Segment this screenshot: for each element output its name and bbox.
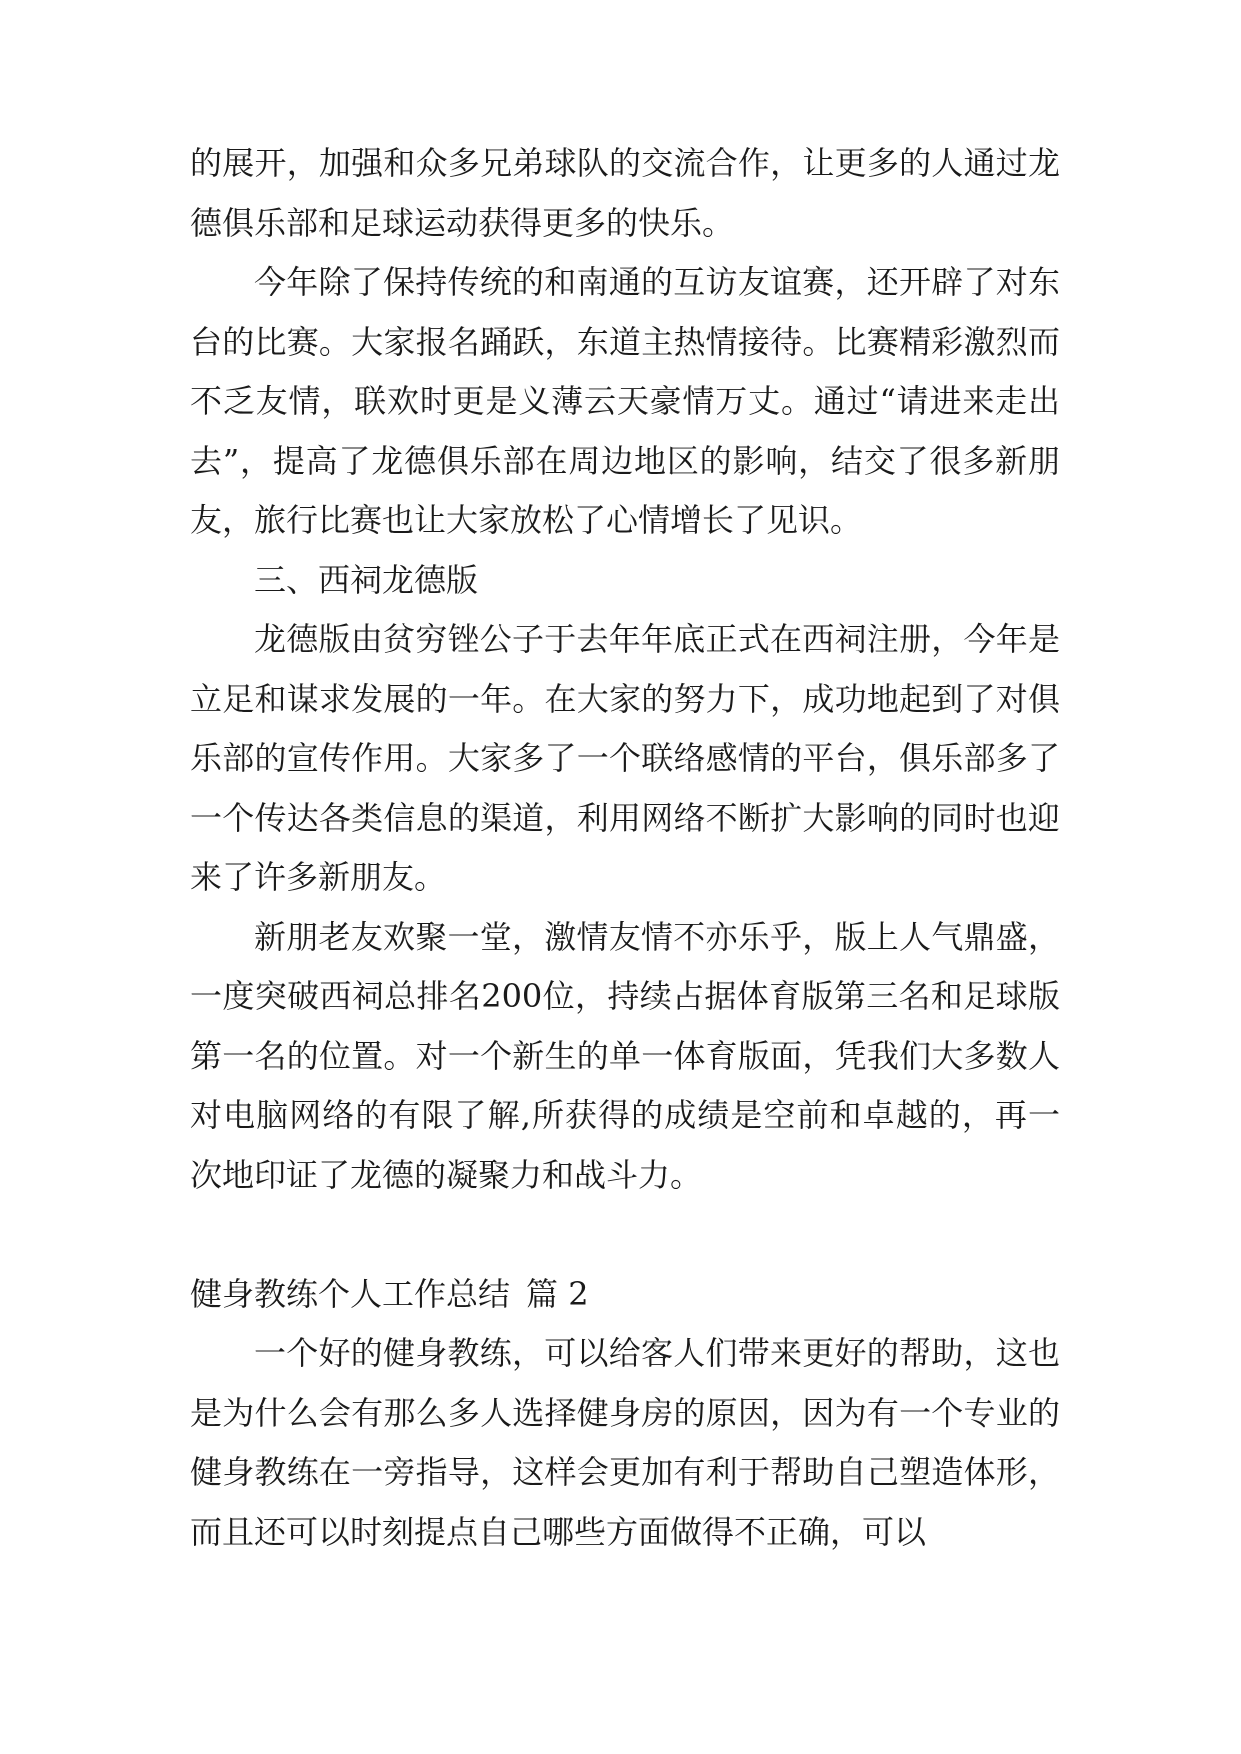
subheading: 三、西祠龙德版	[254, 560, 479, 599]
section-title-text: 健身教练个人工作总结	[190, 1274, 511, 1313]
document-page	[190, 134, 1060, 1562]
paragraph: 一个好的健身教练，可以给客人们带来更好的帮助，这也是为什么会有那么多人选择健身房的原因，因为有一个专业的健身教练在一旁指导，这样会更加有利于帮助自己塑造体形，而且还可以时刻提点自己哪些方面做得不正确，可以	[190, 1334, 1060, 1551]
paragraph: 的展开，加强和众多兄弟球队的交流合作，让更多的人通过龙德俱乐部和足球运动获得更多的快乐。	[190, 144, 1060, 242]
section-part-label: 篇 2	[526, 1274, 589, 1313]
paragraph: 龙德版由贫穷锉公子于去年年底正式在西祠注册，今年是立足和谋求发展的一年。在大家的努力下，成功地起到了对俱乐部的宣传作用。大家多了一个联络感情的平台，俱乐部多了一个传达各类信息的渠道，利用网络不断扩大影响的同时也迎来了许多新朋友。	[190, 620, 1060, 896]
paragraph: 今年除了保持传统的和南通的互访友谊赛，还开辟了对东台的比赛。大家报名踊跃，东道主热情接待。比赛精彩激烈而不乏友情，联欢时更是义薄云天豪情万丈。通过“请进来走出去”，提高了龙德俱乐部在周边地区的影响，结交了很多新朋友，旅行比赛也让大家放松了心情增长了见识。	[190, 263, 1060, 539]
section-title	[190, 1265, 1060, 1325]
paragraph: 新朋老友欢聚一堂，激情友情不亦乐乎，版上人气鼎盛，一度突破西祠总排名200位，持续占据体育版第三名和足球版第一名的位置。对一个新生的单一体育版面，凭我们大多数人对电脑网络的有限了解,所获得的成绩是空前和卓越的，再一次地印证了龙德的凝聚力和战斗力。	[190, 917, 1060, 1194]
